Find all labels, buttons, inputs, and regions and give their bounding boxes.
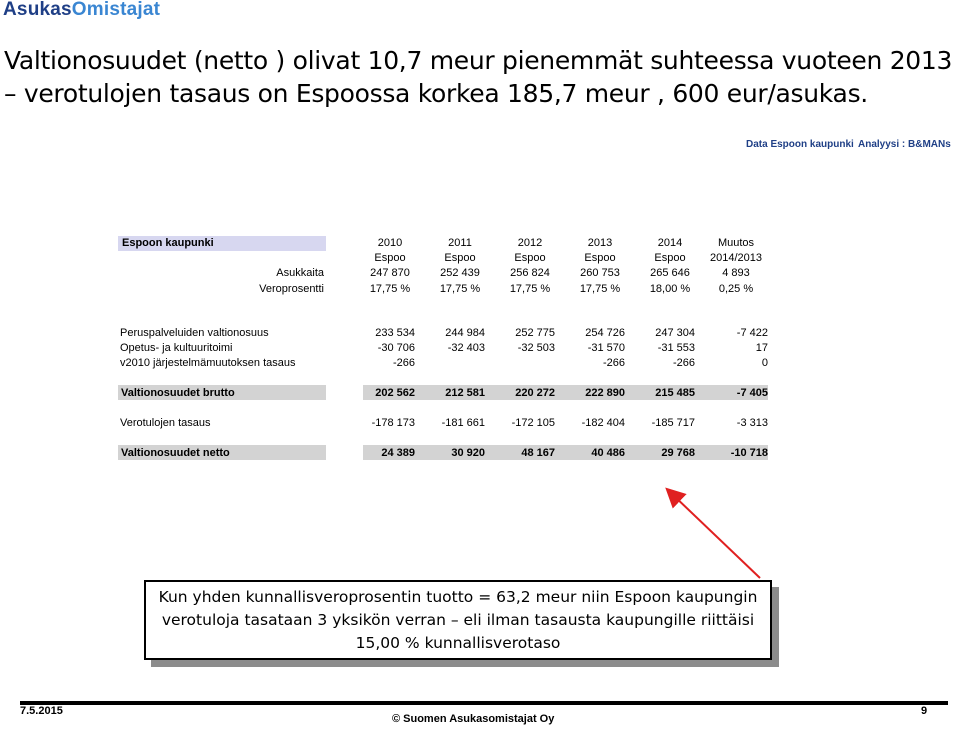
logo-part1: Asukas — [3, 0, 72, 20]
table-cell: 254 726 — [585, 327, 625, 339]
analysis-source: Analyysi : B&MANs — [858, 139, 951, 150]
tasaus-cell: -3 313 — [736, 417, 768, 429]
tax-cell: 17,75 % — [509, 283, 551, 295]
data-source: Data Espoon kaupunki — [746, 139, 854, 150]
population-cell: 247 870 — [370, 267, 410, 279]
row-label: Opetus- ja kultuuritoimi — [120, 342, 233, 354]
tax-cell: 0,25 % — [718, 283, 754, 295]
table-cell: 233 534 — [375, 327, 415, 339]
tax-cell: 17,75 % — [579, 283, 621, 295]
column-subheader: Espoo — [584, 252, 616, 264]
table-cell: 244 984 — [445, 327, 485, 339]
table-cell: 17 — [755, 342, 768, 354]
netto-cell: -10 718 — [730, 447, 768, 459]
netto-label: Valtionosuudet netto — [121, 447, 230, 459]
tasaus-cell: -182 404 — [581, 417, 625, 429]
tasaus-label: Verotulojen tasaus — [120, 417, 211, 429]
column-year: 2014 — [657, 237, 683, 249]
column-subheader: Espoo — [444, 252, 476, 264]
column-subheader: Espoo — [374, 252, 406, 264]
tasaus-cell: -178 173 — [371, 417, 415, 429]
brutto-label: Valtionosuudet brutto — [121, 387, 235, 399]
population-cell: 256 824 — [510, 267, 550, 279]
column-year: 2011 — [448, 237, 472, 249]
population-label: Asukkaita — [276, 267, 324, 279]
brutto-cell: 202 562 — [375, 387, 415, 399]
population-cell: 260 753 — [580, 267, 620, 279]
brutto-cell: 215 485 — [655, 387, 695, 399]
callout-box — [144, 580, 772, 660]
callout-line: verotuloja tasataan 3 yksikön verran – eli ilman tasausta kaupungille riittäisi — [161, 611, 755, 629]
population-cell: 252 439 — [440, 267, 480, 279]
netto-cell: 48 167 — [521, 447, 555, 459]
brutto-cell: 222 890 — [585, 387, 625, 399]
slide-title: Valtionosuudet (netto ) olivat 10,7 meur pienemmät suhteessa vuoteen 2013 – verotulojen tasaus on Espoossa korkea 185,7 meur , 600 eur/asukas. — [4, 46, 953, 108]
column-subheader: Espoo — [654, 252, 686, 264]
table-cell: -266 — [602, 357, 625, 369]
netto-cell: 29 768 — [661, 447, 695, 459]
brutto-cell: -7 405 — [736, 387, 768, 399]
row-label: Peruspalveluiden valtionosuus — [120, 327, 269, 339]
table-cell: -266 — [672, 357, 695, 369]
tasaus-cell: -181 661 — [441, 417, 485, 429]
table-cell: 247 304 — [655, 327, 695, 339]
tax-label: Veroprosentti — [259, 283, 324, 295]
table-cell: -32 503 — [517, 342, 555, 354]
table-cell: -7 422 — [736, 327, 768, 339]
tax-cell: 17,75 % — [369, 283, 411, 295]
netto-cell: 40 486 — [591, 447, 625, 459]
tasaus-cell: -172 105 — [511, 417, 555, 429]
footer-date: 7.5.2015 — [20, 705, 63, 717]
column-subheader: Espoo — [514, 252, 546, 264]
tax-cell: 18,00 % — [649, 283, 691, 295]
netto-cell: 30 920 — [451, 447, 485, 459]
column-year: 2010 — [377, 237, 403, 249]
table-cell: -31 570 — [587, 342, 625, 354]
logo-part2: Omistajat — [71, 0, 161, 20]
netto-cell: 24 389 — [381, 447, 415, 459]
brutto-cell: 220 272 — [515, 387, 555, 399]
table-cell: 0 — [761, 357, 768, 369]
column-year: 2012 — [517, 237, 543, 249]
footer-rule — [20, 701, 948, 705]
callout-line: Kun yhden kunnallisveroprosentin tuotto = 63,2 meur niin Espoon kaupungin — [158, 588, 758, 606]
table-header-label: Espoon kaupunki — [122, 237, 214, 249]
population-cell: 265 646 — [650, 267, 690, 279]
table-cell: -30 706 — [377, 342, 415, 354]
brutto-cell: 212 581 — [445, 387, 485, 399]
callout-line: 15,00 % kunnallisverotaso — [355, 634, 561, 652]
column-subheader: 2014/2013 — [710, 252, 762, 264]
table-cell: 252 775 — [515, 327, 555, 339]
tax-cell: 17,75 % — [439, 283, 481, 295]
tasaus-cell: -185 717 — [651, 417, 695, 429]
table-cell: -32 403 — [447, 342, 485, 354]
column-year: Muutos — [717, 237, 755, 249]
page-number: 9 — [921, 705, 928, 717]
table-cell: -266 — [392, 357, 415, 369]
population-cell: 4 893 — [722, 267, 750, 279]
column-year: 2013 — [587, 237, 613, 249]
footer-copyright: © Suomen Asukasomistajat Oy — [392, 713, 555, 725]
table-cell: -31 553 — [657, 342, 695, 354]
row-label: v2010 järjestelmämuutoksen tasaus — [120, 357, 296, 369]
